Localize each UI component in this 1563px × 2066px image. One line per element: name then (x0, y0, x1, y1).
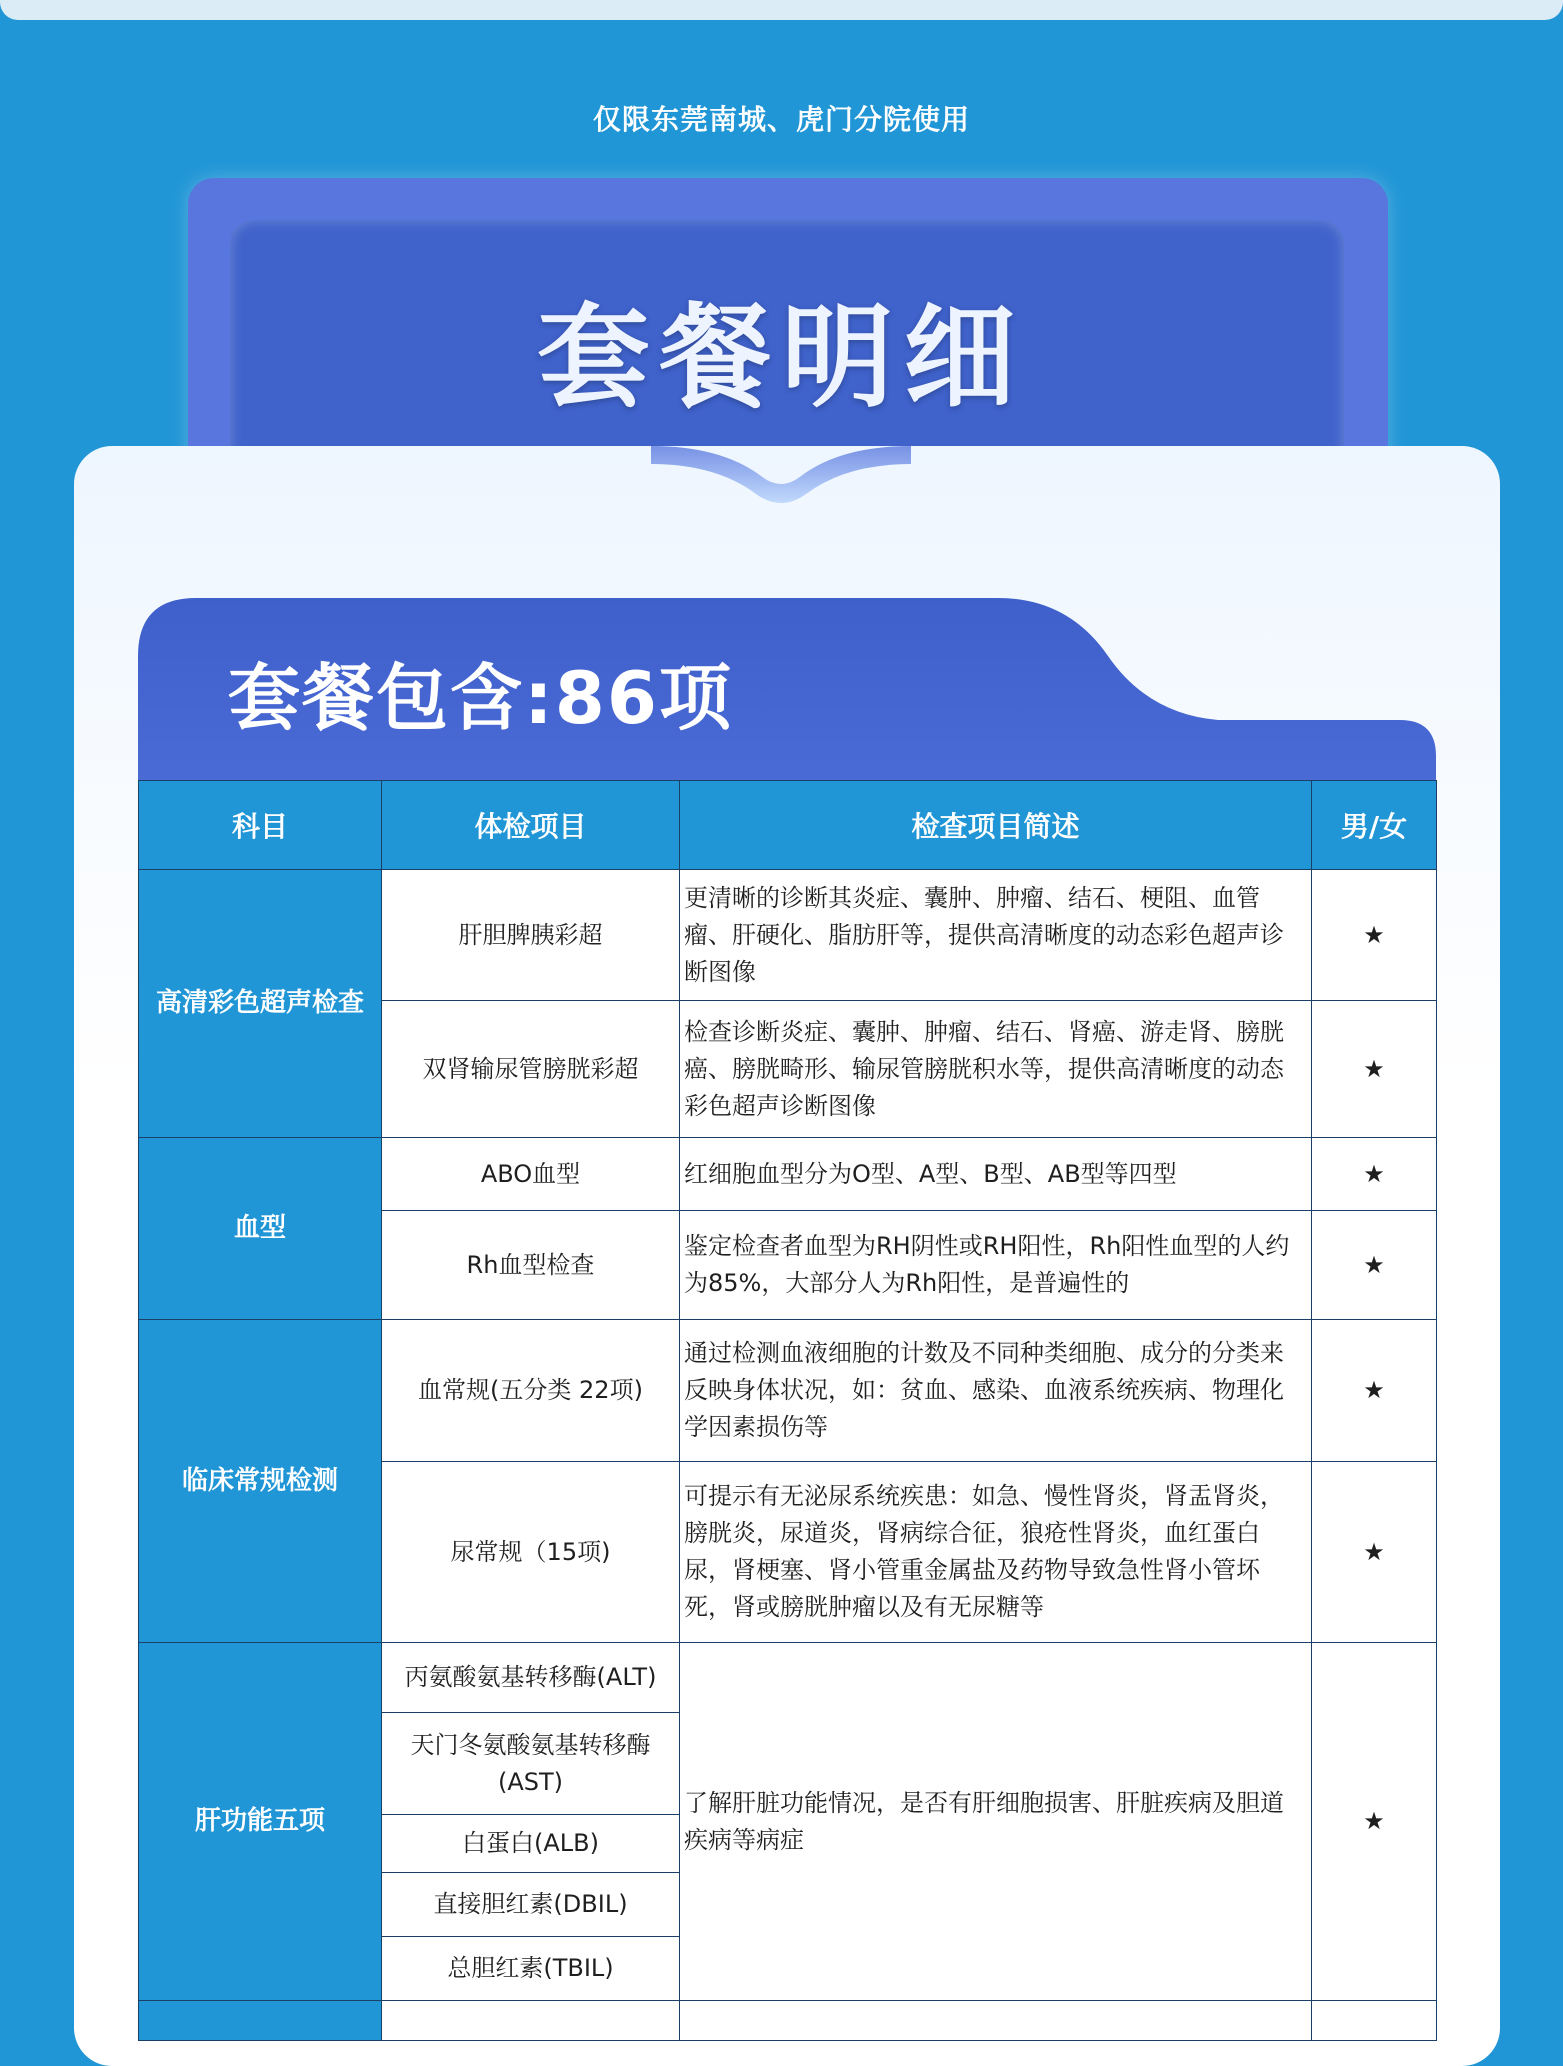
column-header-item: 体检项目 (382, 781, 680, 870)
star-mark: ★ (1312, 1211, 1437, 1320)
table-row (139, 1320, 1437, 1462)
branch-restriction-note: 仅限东莞南城、虎门分院使用 (592, 103, 970, 136)
category-cell: 肝功能五项 (139, 1643, 382, 2001)
column-header-category: 科目 (139, 781, 382, 870)
top-banner-strip (0, 0, 1563, 20)
item-cell: Rh血型检查 (382, 1211, 680, 1320)
mark-cell-partial (1312, 2001, 1437, 2041)
star-mark: ★ (1312, 1462, 1437, 1643)
star-mark: ★ (1312, 870, 1437, 1001)
item-cell: 双肾输尿管膀胱彩超 (382, 1001, 680, 1138)
item-cell: ABO血型 (382, 1138, 680, 1211)
description-cell: 更清晰的诊断其炎症、囊肿、肿瘤、结石、梗阻、血管瘤、肝硬化、脂肪肝等，提供高清晰度的动态彩色超声诊断图像 (680, 870, 1312, 1001)
category-cell: 临床常规检测 (139, 1320, 382, 1643)
column-header-gender: 男/女 (1312, 781, 1437, 870)
item-cell: 丙氨酸氨基转移酶(ALT) (382, 1643, 680, 1713)
column-header-description: 检查项目简述 (680, 781, 1312, 870)
item-cell-partial (382, 2001, 680, 2041)
description-cell: 可提示有无泌尿系统疾患：如急、慢性肾炎，肾盂肾炎，膀胱炎，尿道炎，肾病综合征，狼疮性肾炎，血红蛋白尿，肾梗塞、肾小管重金属盐及药物导致急性肾小管坏死，肾或膀胱肿瘤以及有无尿糖等 (680, 1462, 1312, 1643)
package-count-label: 套餐包含:86项 (228, 656, 733, 740)
page-title: 套餐明细 (537, 293, 1026, 423)
description-cell: 通过检测血液细胞的计数及不同种类细胞、成分的分类来反映身体状况，如：贫血、感染、血液系统疾病、物理化学因素损伤等 (680, 1320, 1312, 1462)
category-cell-partial (139, 2001, 382, 2041)
star-mark: ★ (1312, 1138, 1437, 1211)
table-row-partial (139, 2001, 1437, 2041)
description-cell: 检查诊断炎症、囊肿、肿瘤、结石、肾癌、游走肾、膀胱癌、膀胱畸形、输尿管膀胱积水等，提供高清晰度的动态彩色超声诊断图像 (680, 1001, 1312, 1138)
item-cell: 肝胆脾胰彩超 (382, 870, 680, 1001)
panel-notch-decoration (651, 420, 911, 510)
table-row (139, 1643, 1437, 1713)
star-mark: ★ (1312, 1320, 1437, 1462)
item-cell: 尿常规（15项) (382, 1462, 680, 1643)
item-cell: 直接胆红素(DBIL) (382, 1873, 680, 1937)
star-mark: ★ (1312, 1001, 1437, 1138)
item-cell: 血常规(五分类 22项) (382, 1320, 680, 1462)
package-detail-table (138, 780, 1437, 2041)
description-cell: 了解肝脏功能情况，是否有肝细胞损害、肝脏疾病及胆道疾病等病症 (680, 1643, 1312, 2001)
description-cell: 鉴定检查者血型为RH阴性或RH阳性，Rh阳性血型的人约为85%，大部分人为Rh阳性，是普遍性的 (680, 1211, 1312, 1320)
category-cell: 血型 (139, 1138, 382, 1320)
table-header-row (139, 781, 1437, 870)
category-cell: 高清彩色超声检查 (139, 870, 382, 1138)
description-cell-partial (680, 2001, 1312, 2041)
table-row (139, 870, 1437, 1001)
item-cell: 天门冬氨酸氨基转移酶(AST) (382, 1713, 680, 1815)
star-mark: ★ (1312, 1643, 1437, 2001)
description-cell: 红细胞血型分为O型、A型、B型、AB型等四型 (680, 1138, 1312, 1211)
table-row (139, 1138, 1437, 1211)
item-cell: 白蛋白(ALB) (382, 1815, 680, 1873)
item-cell: 总胆红素(TBIL) (382, 1937, 680, 2001)
